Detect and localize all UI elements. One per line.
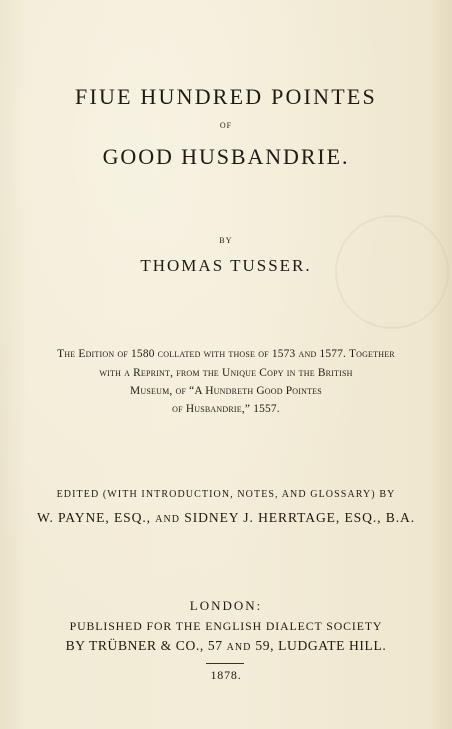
editors-intro: EDITED (WITH INTRODUCTION, NOTES, AND GLOSSARY) BY [56,489,396,500]
imprint-city: LONDON: [189,598,263,613]
printer-and: AND [226,642,252,653]
edition-description-line-2: with a Reprint, from the Unique Copy in the British [99,367,353,379]
imprint-divider [206,663,244,664]
imprint-society: PUBLISHED FOR THE ENGLISH DIALECT SOCIETY [69,619,383,633]
imprint-year: 1878. [210,668,242,682]
book-title-line-2: GOOD HUSBANDRIE. [102,144,350,169]
printer-part-2: 59, LUDGATE HILL. [255,638,387,653]
author-name: THOMAS TUSSER. [140,256,312,275]
editors-names [0,510,452,526]
printer-part-1: BY TRÜBNER & CO., 57 [65,638,223,653]
edition-description-line-3: Museum, of “A Hundreth Good Pointes [130,385,322,397]
editor-1: W. PAYNE, ESQ., [36,510,151,525]
imprint-printer [0,638,452,654]
edition-description-line-4: of Husbandrie,” 1557. [172,403,280,415]
by-label: BY [219,236,233,245]
book-title-line-1: FIUE HUNDRED POINTES [75,84,377,109]
book-title-connector: OF [219,121,233,130]
edition-description-line-1: The Edition of 1580 collated with those of 1573 and 1577. Together [57,348,395,360]
editor-2: SIDNEY J. HERRTAGE, ESQ., B.A. [184,510,416,525]
editors-and: AND [155,514,180,525]
